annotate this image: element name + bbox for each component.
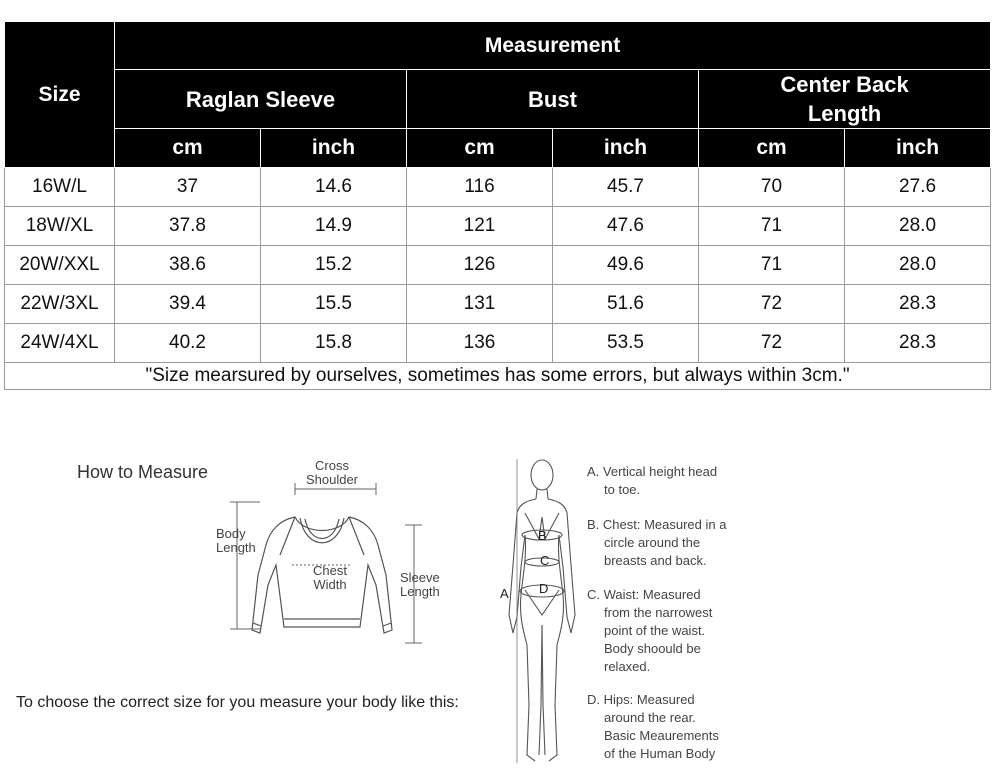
label-line: Body	[216, 526, 246, 541]
body-letter-d: D	[539, 581, 549, 596]
table-row	[5, 285, 991, 324]
legend-line: breasts and back.	[604, 553, 707, 568]
body-letter-a: A	[500, 586, 509, 601]
legend-line: from the narrowest	[604, 605, 713, 620]
human-body-diagram	[495, 455, 585, 775]
label-line: Sleeve	[400, 570, 440, 585]
how-to-measure-title: How to Measure	[77, 462, 209, 482]
value-cell: 40.2	[115, 324, 261, 363]
legend-line: around the rear.	[604, 710, 696, 725]
legend-line: point of the waist.	[604, 623, 706, 638]
value-cell: 126	[407, 246, 553, 285]
value-cell: 72	[699, 324, 845, 363]
size-cell: 24W/4XL	[5, 324, 115, 363]
value-cell: 28.3	[845, 285, 991, 324]
value-cell: 28.3	[845, 324, 991, 363]
legend-line: of the Human Body	[604, 746, 716, 761]
legend-line: B. Chest: Measured in a	[587, 517, 727, 532]
legend-d	[587, 691, 719, 763]
cross-shoulder-label	[302, 459, 362, 487]
chest-width-label	[309, 564, 351, 592]
unit-header: cm	[699, 129, 845, 168]
value-cell: 53.5	[553, 324, 699, 363]
value-cell: 14.6	[261, 168, 407, 207]
value-cell: 51.6	[553, 285, 699, 324]
legend-line: circle around the	[604, 535, 701, 550]
unit-header: inch	[553, 129, 699, 168]
table-row	[5, 246, 991, 285]
legend-c	[587, 586, 712, 676]
body-letter-c: C	[540, 553, 550, 568]
unit-header: inch	[845, 129, 991, 168]
label-line: Chest	[313, 563, 347, 578]
value-cell: 38.6	[115, 246, 261, 285]
table-row	[5, 168, 991, 207]
measurement-header: Measurement	[115, 22, 991, 70]
legend-line: relaxed.	[604, 659, 651, 674]
body-letter-b: B	[538, 528, 547, 543]
body-length-label	[216, 527, 256, 555]
value-cell: 45.7	[553, 168, 699, 207]
label-line: Cross	[315, 458, 349, 473]
legend-line: to toe.	[604, 482, 641, 497]
value-cell: 47.6	[553, 207, 699, 246]
value-cell: 39.4	[115, 285, 261, 324]
choose-size-instruction: To choose the correct size for you measure your body like this:	[16, 694, 459, 711]
value-cell: 131	[407, 285, 553, 324]
legend-line: Basic Meaurements	[604, 728, 719, 743]
group-header-label: Center Back Length	[780, 72, 909, 126]
table-row	[5, 324, 991, 363]
legend-line: C. Waist: Measured	[587, 587, 701, 602]
table-row	[5, 207, 991, 246]
value-cell: 49.6	[553, 246, 699, 285]
value-cell: 70	[699, 168, 845, 207]
value-cell: 28.0	[845, 246, 991, 285]
value-cell: 28.0	[845, 207, 991, 246]
value-cell: 71	[699, 207, 845, 246]
value-cell: 121	[407, 207, 553, 246]
size-cell: 22W/3XL	[5, 285, 115, 324]
group-header-raglan-sleeve: Raglan Sleeve	[115, 70, 407, 129]
group-header-bust: Bust	[407, 70, 699, 129]
legend-line: D. Hips: Measured	[587, 692, 695, 707]
value-cell: 14.9	[261, 207, 407, 246]
size-cell: 20W/XXL	[5, 246, 115, 285]
legend-a	[587, 463, 717, 499]
value-cell: 71	[699, 246, 845, 285]
size-cell: 16W/L	[5, 168, 115, 207]
size-chart-table	[4, 21, 991, 390]
unit-header: cm	[115, 129, 261, 168]
value-cell: 37.8	[115, 207, 261, 246]
value-cell: 15.8	[261, 324, 407, 363]
value-cell: 116	[407, 168, 553, 207]
legend-line: A. Vertical height head	[587, 464, 718, 479]
table-note: "Size mearsured by ourselves, sometimes has some errors, but always within 3cm."	[5, 363, 991, 390]
size-header: Size	[5, 22, 115, 168]
label-line: Length	[216, 540, 256, 555]
value-cell: 15.5	[261, 285, 407, 324]
unit-header: cm	[407, 129, 553, 168]
value-cell: 72	[699, 285, 845, 324]
label-line: Width	[313, 577, 347, 592]
group-header-center-back-length	[699, 70, 991, 129]
unit-header: inch	[261, 129, 407, 168]
label-line: Length	[400, 584, 440, 599]
sleeve-length-label	[400, 571, 440, 599]
value-cell: 37	[115, 168, 261, 207]
value-cell: 27.6	[845, 168, 991, 207]
legend-b	[587, 516, 726, 570]
value-cell: 15.2	[261, 246, 407, 285]
legend-line: Body shoould be	[604, 641, 701, 656]
label-line: Shoulder	[305, 472, 359, 487]
value-cell: 136	[407, 324, 553, 363]
size-cell: 18W/XL	[5, 207, 115, 246]
